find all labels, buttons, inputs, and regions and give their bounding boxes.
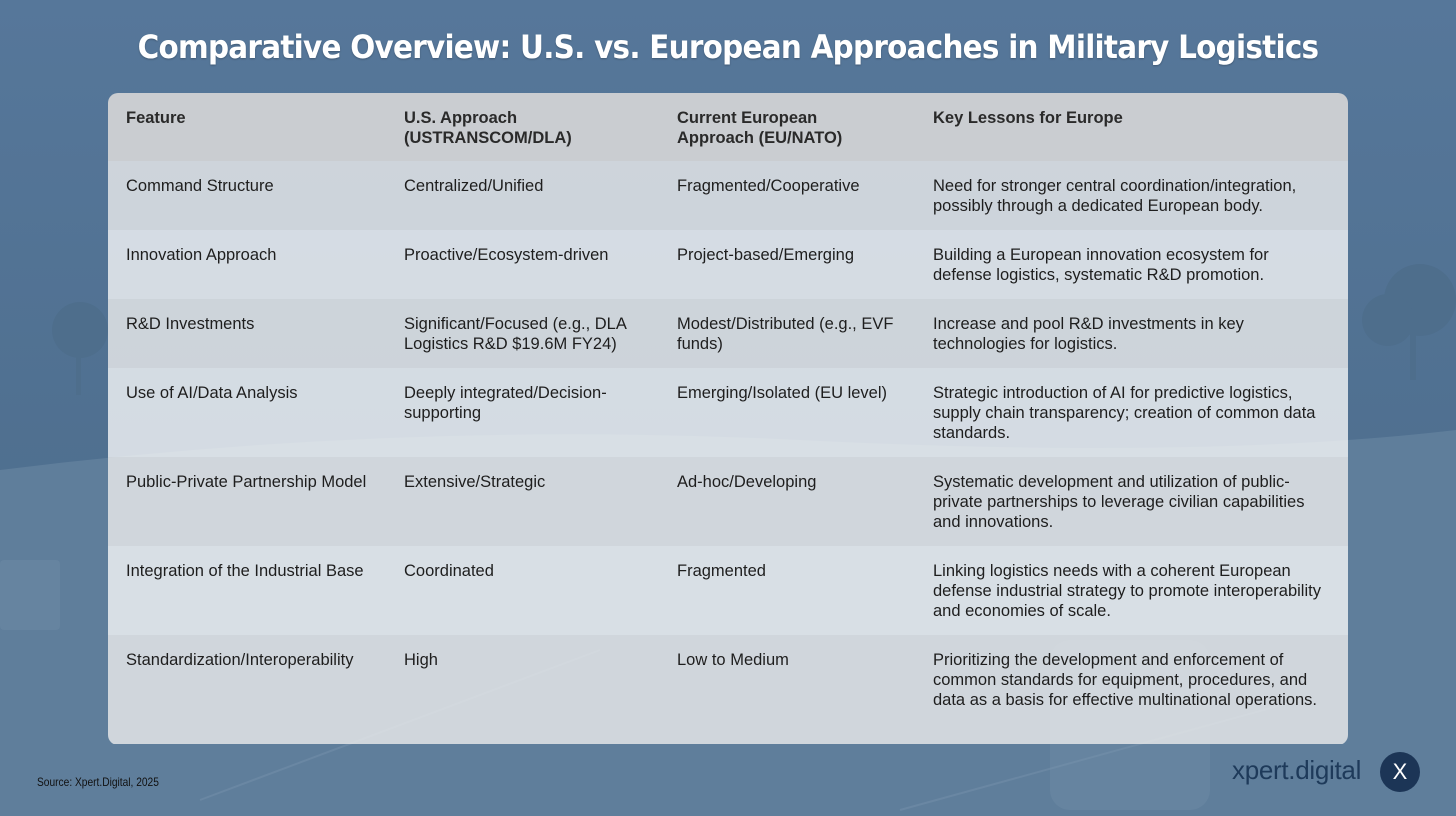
cell-us: Proactive/Ecosystem-driven [404, 246, 609, 264]
cell-europe: Low to Medium [677, 651, 789, 669]
header-feature: Feature [126, 109, 186, 127]
table-row [108, 299, 1348, 368]
brand-logo[interactable] [1232, 752, 1432, 792]
cell-feature: R&D Investments [126, 315, 255, 333]
cell-lessons: Increase and pool R&D investments in key technologies for logistics. [933, 315, 1244, 353]
comparison-table [108, 93, 1348, 745]
cell-europe: Ad-hoc/Developing [677, 473, 817, 491]
cell-feature: Innovation Approach [126, 246, 277, 264]
cell-lessons: Building a European innovation ecosystem for defense logistics, systematic R&D promotion. [933, 246, 1269, 284]
cell-lessons: Prioritizing the development and enforcement of common standards for equipment, procedures, and data as a basis for effective multinational operations. [933, 651, 1318, 709]
header-us-approach: U.S. Approach (USTRANSCOM/DLA) [404, 109, 572, 147]
cell-europe: Emerging/Isolated (EU level) [677, 384, 888, 402]
table-row [108, 546, 1348, 635]
cell-feature: Standardization/Interoperability [126, 651, 354, 669]
table-header-row [108, 93, 1348, 161]
cell-lessons: Systematic development and utilization of public-private partnerships to leverage civilian capabilities and innovations. [933, 473, 1305, 531]
source-note: Source: Xpert.Digital, 2025 [37, 775, 159, 789]
cell-lessons: Linking logistics needs with a coherent European defense industrial strategy to promote interoperability and economies of scale. [933, 562, 1321, 620]
cell-us: Coordinated [404, 562, 494, 580]
cell-us: Significant/Focused (e.g., DLA Logistics R&D $19.6M FY24) [404, 315, 626, 353]
page-title: Comparative Overview: U.S. vs. European Approaches in Military Logistics [137, 28, 1319, 66]
table-row [108, 161, 1348, 230]
cell-feature: Integration of the Industrial Base [126, 562, 364, 580]
x-logo-icon: X [1380, 752, 1420, 792]
cell-lessons: Strategic introduction of AI for predictive logistics, supply chain transparency; creation of common data standards. [933, 384, 1316, 442]
cell-feature: Public-Private Partnership Model [126, 473, 367, 491]
table-row [108, 457, 1348, 546]
table-row [108, 635, 1348, 744]
cell-us: High [404, 651, 438, 669]
cell-us: Extensive/Strategic [404, 473, 546, 491]
cell-europe: Fragmented/Cooperative [677, 177, 860, 195]
brand-name: xpert.digital [1232, 755, 1362, 785]
cell-lessons: Need for stronger central coordination/integration, possibly through a dedicated European body. [933, 177, 1297, 215]
cell-feature: Command Structure [126, 177, 274, 195]
cell-europe: Fragmented [677, 562, 766, 580]
cell-europe: Modest/Distributed (e.g., EVF funds) [677, 315, 894, 353]
cell-us: Deeply integrated/Decision-supporting [404, 384, 607, 422]
header-key-lessons: Key Lessons for Europe [933, 109, 1123, 127]
table-row [108, 368, 1348, 457]
header-european-approach: Current European Approach (EU/NATO) [677, 109, 843, 147]
cell-feature: Use of AI/Data Analysis [126, 384, 298, 402]
table-row [108, 230, 1348, 299]
cell-us: Centralized/Unified [404, 177, 544, 195]
cell-europe: Project-based/Emerging [677, 246, 855, 264]
